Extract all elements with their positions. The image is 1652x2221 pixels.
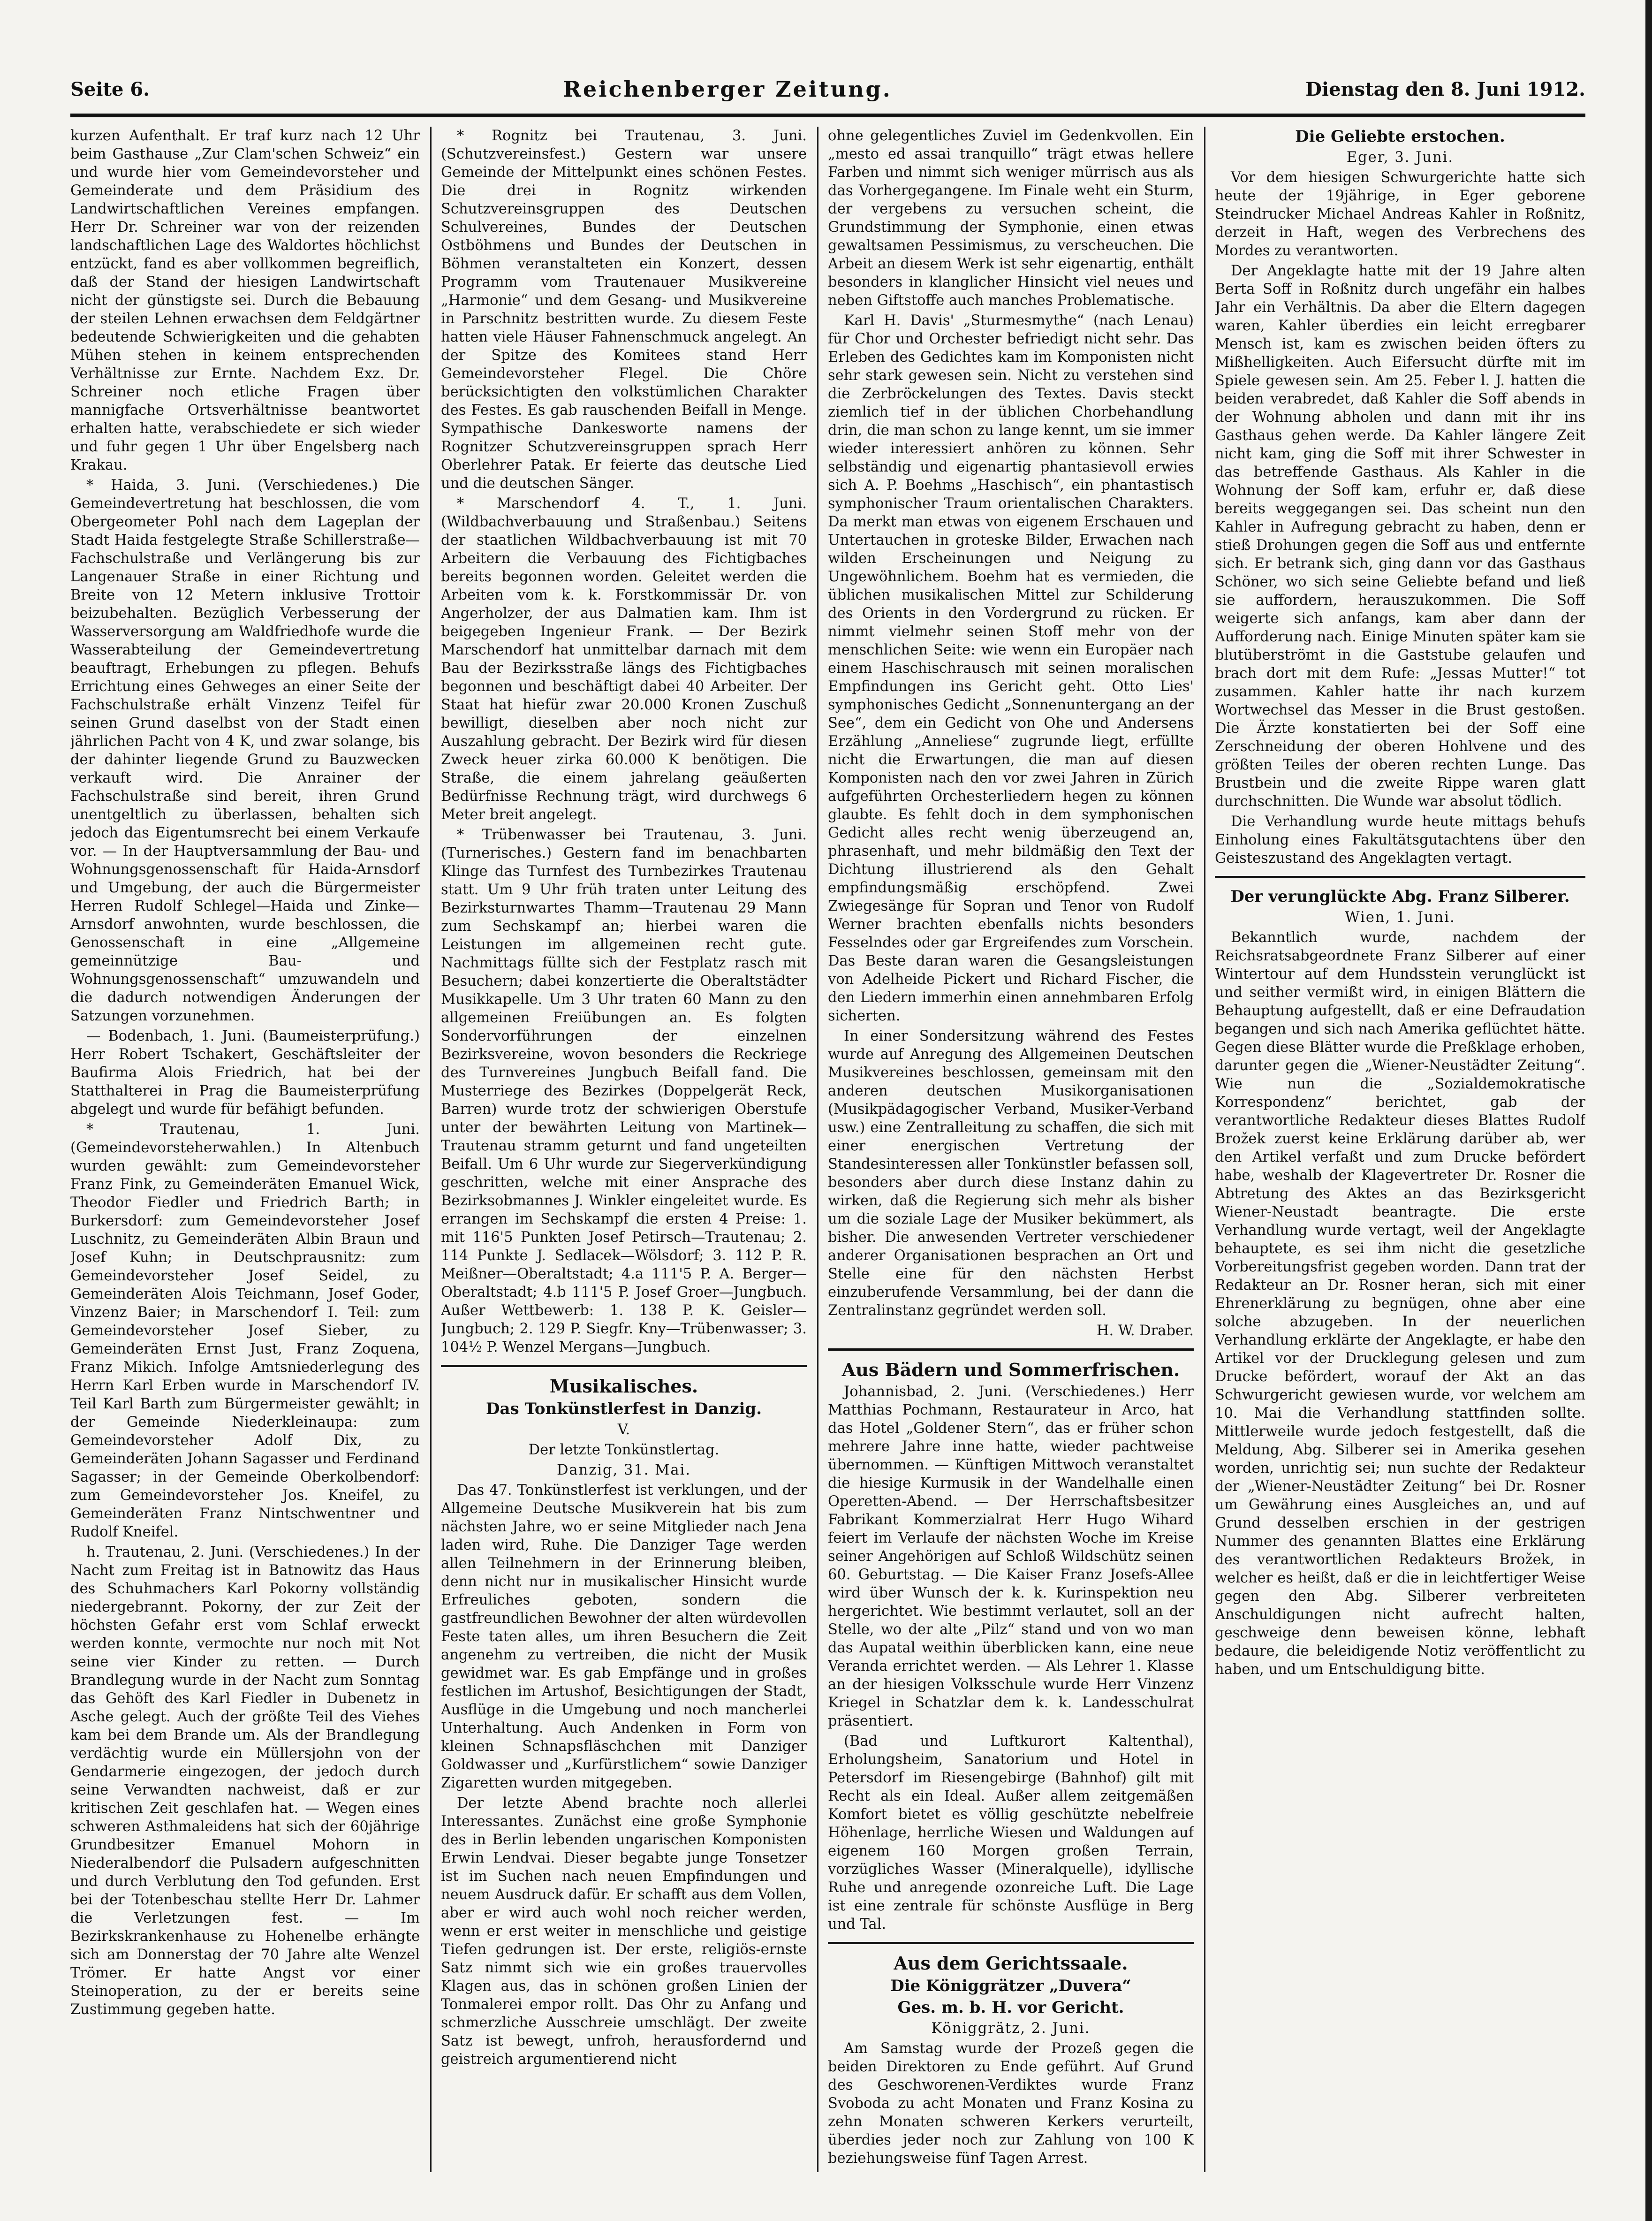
article-paragraph: h. Trautenau, 2. Juni. (Verschiedenes.) In der Nacht zum Freitag ist in Batnowitz das Haus des Schuhmachers Karl Pokorny vollständig niedergebrannt. Pokorny, der zur Zeit der höchsten Gefahr erst vom Schlaf erweckt werden konnte, vermochte nur noch mit Not seine vier Kinder zu retten. — Durch Brandlegung wurde in der Nacht zum Sonntag das Gehöft des Karl Fiedler in Dubenetz in Asche gelegt. Auch der größte Teil des Viehes kam bei dem Brande um. Als der Brandlegung verdächtig wurde ein Müllersjohn von der Gendarmerie eingezogen, der jedoch durch seine Verwandten nachweist, daß er zur kritischen Zeit geschlafen hat. — Wegen eines schweren Asthmaleidens hat sich der 60jährige Grundbesitzer Emanuel Mohorn in Niederalbendorf die Pulsadern aufgeschnitten und durch Verblutung den Tod gefunden. Erst bei der Totenbeschau stellte Herr Dr. Lahmer die Verletzungen fest. — Im Bezirkskrankenhause zu Hohenelbe erhängte sich am Donnerstag der 70 Jahre alte Wenzel Trömer. Er hatte Angst vor einer Steinoperation, zu der er bereits seine Zustimmung gegeben hatte.: [70, 1544, 420, 2018]
dateline: Danzig, 31. Mai.: [556, 1462, 691, 1478]
page-header: [70, 70, 1585, 108]
article-paragraph: * Marschendorf 4. T., 1. Juni. (Wildbachverbauung und Straßenbau.) Seitens der staatlichen Wildbachverbauung ist mit 70 Arbeitern die Verbauung des Fichtigbaches bereits begonnen worden. Geleitet werden die Arbeiten vom k. k. Forstkommissär Dr. von Angerholzer, der aus Dalmatien kam. Ihm ist beigegeben Ingenieur Frank. — Der Bezirk Marschendorf hat unmittelbar darnach mit dem Bau der Bezirksstraße längs des Fichtigbaches begonnen und beschäftigt dabei 40 Arbeiter. Der Staat hat hiefür zwar 20.000 Kronen Zuschuß bewilligt, dieselben aber noch nicht zur Auszahlung gebracht. Der Bezirk wird für diesen Zweck heuer zirka 60.000 K benötigen. Die Straße, die einem jahrelang geäußerten Bedürfnisse Rechnung trägt, wird durchwegs 6 Meter breit angelegt.: [441, 495, 807, 823]
page-edge-shadow: [1645, 0, 1652, 2221]
article-paragraph: Das 47. Tonkünstlerfest ist verklungen, und der Allgemeine Deutsche Musikverein hat bis zum nächsten Jahre, wo er seine Mitglieder nach Jena laden wird, Ruhe. Die Danziger Tage werden allen Teilnehmern in der Erinnerung bleiben, denn nicht nur in musikalischer Hinsicht wurde Erfreuliches geboten, sondern die gastfreundlichen Bewohner der alten würdevollen Feste taten alles, um ihren Besuchern die Zeit angenehm zu vertreiben, die nicht der Musik gewidmet war. Es gab Empfänge und in großes festlichen im Artushof, Besichtigungen der Stadt, Ausflüge in die Umgebung und noch mancherlei Unterhaltung. Auch Andenken in Form von kleinen Schnapsfläschchen mit Danziger Goldwasser und „Kurfürstlichem“ sowie Danziger Zigaretten wurden mitgegeben.: [441, 1482, 807, 1791]
column-2: [441, 127, 807, 2172]
article-paragraph: Die Verhandlung wurde heute mittags behufs Einholung eines Fakultätsgutachtens über den Geisteszustand des Angeklagten vertagt.: [1215, 814, 1585, 867]
section-heading: Aus Bädern und Sommerfrischen.: [841, 1359, 1180, 1380]
section-heading: Musikalisches.: [549, 1376, 698, 1397]
newspaper-page: [70, 70, 1585, 2172]
column-1: [70, 127, 420, 2172]
article-part-number: V.: [617, 1422, 630, 1438]
newspaper-title: Reichenberger Zeitung.: [563, 76, 892, 102]
article-headline: Die Geliebte erstochen.: [1295, 127, 1505, 146]
article-paragraph: Der Angeklagte hatte mit der 19 Jahre alten Berta Soff in Roßnitz durch ungefähr ein halbes Jahr ein Verhältnis. Da aber die Eltern dagegen waren, Kahler überdies ein leicht erregbarer Mensch ist, kam es zwischen beiden öfters zu Mißhelligkeiten. Auch Eifersucht dürfte mit im Spiele gewesen sein. Am 25. Feber l. J. hatten die beiden verabredet, daß Kahler die Soff abends in der Wohnung abholen und dann mit ihr ins Gasthaus gehen werde. Da Kahler längere Zeit nicht kam, ging die Soff mit ihrer Schwester in das betreffende Gasthaus. Als Kahler in die Wohnung der Soff kam, erfuhr er, daß diese bereits weggegangen sei. Das scheint nun den Kahler in Aufregung gebracht zu haben, denn er stieß Drohungen gegen die Soff aus und entfernte sich. Er betrank sich, ging dann vor das Gasthaus Schöner, wo sich seine Geliebte befand und ließ sie auffordern, herauszukommen. Die Soff weigerte sich anfangs, kam aber dann der Aufforderung nach. Einige Minuten später kam sie blutüberströmt in die Gaststube gelaufen und brach dort mit dem Rufe: „Jessas Mutter!“ tot zusammen. Kahler hatte ihr nach kurzem Wortwechsel das Messer in die Brust gestoßen. Die Ärzte konstatierten bei der Soff eine Zerschneidung der oberen Hohlvene und des größten Teiles der oberen rechten Lunge. Das Brustbein und die zweite Rippe waren glatt durchschnitten. Die Wunde war absolut tödlich.: [1215, 263, 1585, 810]
column-divider: [817, 127, 818, 2172]
article-paragraph: Der letzte Abend brachte noch allerlei Interessantes. Zunächst eine große Symphonie des in Berlin lebenden ungarischen Komponisten Erwin Lendvai. Dieser begabte junge Tonsetzer ist im Suchen nach neuen Empfindungen und neuem Ausdruck dafür. Er schafft aus dem Vollen, aber er wird auch wohl noch reicher werden, wenn er erst weiter in menschliche und geistige Tiefen gedrungen ist. Der erste, religiös-ernste Satz nimmt sich wie ein großes trauervolles Klagen aus, das in schönen großen Linien der Tonmalerei empor rollt. Das Ohr zu Anfang und schmerzliche Ausschreie umschlägt. Der zweite Satz ist bewegt, unfroh, herausfordernd und geistreich argumentierend nicht: [441, 1795, 807, 2068]
author-signature: H. W. Draber.: [1096, 1323, 1194, 1339]
column-3: [828, 127, 1194, 2172]
article-paragraph: Bekanntlich wurde, nachdem der Reichsratsabgeordnete Franz Silberer auf einer Wintertour auf dem Hundsstein verunglückt ist und seither vermißt wird, in einigen Blättern die Behauptung aufgestellt, daß er eine Defraudation begangen und sich nach Amerika geflüchtet hätte. Gegen diese Blätter wurde die Preßklage erhoben, darunter gegen die „Wiener-Neustädter Zeitung“. Wie nun die „Sozialdemokratische Korrespondenz“ berichtet, gab der verantwortliche Redakteur dieses Blattes Rudolf Brožek zuerst keine Erklärung darüber ab, wer den Artikel verfaßt und zum Drucke befördert habe, weshalb der Klagevertreter Dr. Rosner die Abtretung des Aktes an das Bezirksgericht Wiener-Neustadt beantragte. Die erste Verhandlung wurde vertagt, weil der Angeklagte behauptete, es sei ihm nicht die gesetzliche Vorbereitungsfrist gegeben worden. Dann trat der Redakteur an Dr. Rosner heran, sich mit einer Ehrenerklärung zu begnügen, ohne aber eine solche abzugeben. In der neuerlichen Verhandlung erklärte der Angeklagte, er habe den Artikel vor der Drucklegung gelesen und zum Drucke befördert, worauf der Akt an das Schwurgericht gewiesen wurde, vor welchem am 10. Mai die Verhandlung stattfinden sollte. Mittlerweile wurde jedoch festgestellt, daß die Meldung, Abg. Silberer sei in Amerika gesehen worden, unrichtig sei; nun suchte der Redakteur der „Wiener-Neustädter Zeitung“ bei Dr. Rosner um Gewährung eines Ausgleiches an, und auf Grund desselben erschien in der gestrigen Nummer des genannten Blattes eine Erklärung des verantwortlichen Redakteurs Brožek, in welcher es heißt, daß er die in leichtfertiger Weise gegen den Abg. Silberer verbreiteten Anschuldigungen nicht aufrecht halten, geschweige denn beweisen könne, lebhaft bedaure, die beleidigende Notiz veröffentlicht zu haben, und um Entschuldigung bitte.: [1215, 929, 1585, 1678]
dateline: Königgrätz, 2. Juni.: [931, 2020, 1091, 2037]
section-heading: Aus dem Gerichtssaale.: [894, 1953, 1128, 1974]
article-paragraph: Vor dem hiesigen Schwurgerichte hatte sich heute der 19jährige, in Eger geborene Steindrucker Michael Andreas Kahler in Roßnitz, derzeit in Haft, wegen des Verbrechens des Mordes zu verantworten.: [1215, 169, 1585, 259]
article-paragraph: Am Samstag wurde der Prozeß gegen die beiden Direktoren zu Ende geführt. Auf Grund des Geschworenen-Verdiktes wurde Franz Svoboda zu acht Monaten und Franz Kosina zu zehn Monaten schweren Kerkers verurteilt, überdies jeder noch zur Zahlung von 100 K beziehungsweise fünf Tagen Arrest.: [828, 2040, 1194, 2167]
section-divider: [828, 1348, 1194, 1351]
article-paragraph: In einer Sondersitzung während des Festes wurde auf Anregung des Allgemeinen Deutschen Musikvereines beschlossen, gemeinsam mit den anderen deutschen Musikorganisationen (Musikpädagogischer Verband, Musiker-Verband usw.) eine Zentralleitung zu schaffen, die sich mit einer energischen Vertretung der Standesinteressen aller Tonkünstler befassen soll, besonders aber durch diese Instanz dahin zu wirken, daß die Regierung sich mehr als bisher um die soziale Lage der Musiker bekümmert, als bisher. Die anwesenden Vertreter verschiedener anderer Organisationen besprachen an Ort und Stelle eine für den nächsten Herbst einzuberufende Versammlung, bei der dann die Zentralinstanz gegründet werden soll.: [828, 1028, 1194, 1319]
dateline: Eger, 3. Juni.: [1346, 149, 1454, 166]
article-paragraph: * Haida, 3. Juni. (Verschiedenes.) Die Gemeindevertretung hat beschlossen, die vom Obergeometer Pohl nach dem Lageplan der Stadt Haida festgelegte Straße Schillerstraße—Fachschulstraße und Verlängerung bis zur Langenauer Straße in einer Richtung und Breite von 12 Metern inklusive Trottoir beizubehalten. Bezüglich Verbesserung der Wasserversorgung am Waldfriedhofe wurde die Wasserabteilung der Gemeindevertretung beauftragt, Erhebungen zu pflegen. Behufs Errichtung eines Gehweges an einer Seite der Fachschulstraße erhält Vinzenz Teifel für seinen Grund daselbst von der Stadt einen jährlichen Pacht von 4 K, und zwar solange, bis der dahinter liegende Grund zu Bauzwecken verkauft wird. Die Anrainer der Fachschulstraße sind bereit, ihren Grund unentgeltlich zu überlassen, behalten sich jedoch das Eigentumsrecht bei einem Verkaufe vor. — In der Hauptversammlung der Bau- und Wohnungsgenossenschaft für Haida-Arnsdorf und Umgebung, der auch die Bürgermeister Herren Rudolf Schlegel—Haida und Zinke—Arnsdorf anwohnten, wurde beschlossen, die Genossenschaft in eine „Allgemeine gemeinnützige Bau- und Wohnungsgenossenschaft“ umzuwandeln und die dadurch notwendigen Änderungen der Satzungen vorzunehmen.: [70, 477, 420, 1024]
article-headline: Die Königgrätzer „Duvera“: [890, 1977, 1131, 1995]
article-subtitle: Der letzte Tonkünstlertag.: [528, 1442, 720, 1458]
header-rule: [70, 114, 1585, 117]
section-divider: [441, 1365, 807, 1367]
column-4: [1215, 127, 1585, 2172]
article-headline-line2: Ges. m. b. H. vor Gericht.: [897, 1998, 1124, 2017]
dateline: Wien, 1. Juni.: [1345, 909, 1455, 926]
article-headline: Der verunglückte Abg. Franz Silberer.: [1230, 887, 1570, 906]
article-paragraph: — Bodenbach, 1. Juni. (Baumeisterprüfung.) Herr Robert Tschakert, Geschäftsleiter der Baufirma Alois Friedrich, hat bei der Statthalterei in Prag die Baumeisterprüfung abgelegt und wurde für befähigt befunden.: [70, 1028, 420, 1118]
article-paragraph: Johannisbad, 2. Juni. (Verschiedenes.) Herr Matthias Pochmann, Restaurateur in Arco, hat das Hotel „Goldener Stern“, das er früher schon mehrere Jahre inne hatte, wieder pachtweise übernommen. — Künftigen Mittwoch veranstaltet die hiesige Kurmusik in der Wandelhalle einen Operetten-Abend. — Der Herrschaftsbesitzer Fabrikant Kommerzialrat Herr Hugo Wihard feiert im Verlaufe der nächsten Woche im Kreise seiner Angehörigen auf Schloß Wildschütz seinen 60. Geburtstag. — Die Kaiser Franz Josefs-Allee wird über Wunsch der k. k. Kurinspektion neu hergerichtet. Wie bestimmt verlautet, soll an der Stelle, wo der alte „Pilz“ stand und von wo man das Aupatal weithin überblicken kann, eine neue Veranda errichtet werden. — Als Lehrer 1. Klasse an der hiesigen Volksschule wurde Herr Vinzenz Kriegel in Schatzlar dem k. k. Landesschulrat präsentiert.: [828, 1384, 1194, 1729]
page-number: Seite 6.: [70, 78, 150, 100]
article-paragraph: kurzen Aufenthalt. Er traf kurz nach 12 Uhr beim Gasthause „Zur Clam'schen Schweiz“ ein und wurde hier vom Gemeindevorsteher und Gemeinderate und dem Präsidium des Landwirtschaftlichen Vereines empfangen. Herr Dr. Schreiner war von der reizenden landschaftlichen Lage des Waldortes höchlichst entzückt, fand es aber vollkommen begreiflich, daß der Stand der hiesigen Landwirtschaft nicht der günstigste sei. Durch die Bebauung der steilen Lehnen erwachsen dem Feldgärtner bedeutende Schwierigkeiten und die gehabten Mühen stehen in keinem entsprechenden Verhältnisse zur Ernte. Nachdem Exz. Dr. Schreiner noch etliche Fragen über mannigfache Ortsverhältnisse beantwortet erhalten hatte, verabschiedete er sich wieder und fuhr gegen 1 Uhr über Engelsberg nach Krakau.: [70, 128, 420, 473]
article-paragraph: ohne gelegentliches Zuviel im Gedenkvollen. Ein „mesto ed assai tranquillo“ trägt etwas hellere Farben und nimmt sich weniger mürrisch aus als das Vorhergegangene. Im Finale weht ein Sturm, der vergebens zu versuchen scheint, die Grundstimmung der Symphonie, einen etwas gewaltsamen Pessimismus, zu verscheuchen. Die Arbeit an diesem Werk ist sehr eigenartig, enthält besonders in klanglicher Hinsicht viel neues und neben Giftstoffe auch manches Problematische.: [828, 128, 1194, 309]
column-divider: [1204, 127, 1205, 2172]
article-headline: Das Tonkünstlerfest in Danzig.: [485, 1400, 762, 1418]
article-paragraph: Karl H. Davis' „Sturmesmythe“ (nach Lenau) für Chor und Orchester befriedigt nicht sehr. Das Erleben des Gedichtes kam im Komponisten nicht sehr stark gewesen sein. Nicht zu verstehen sind die Zerbröckelungen des Textes. Davis steckt ziemlich tief in der üblichen Chorbehandlung drin, die man schon zu lange kennt, um sie immer wieder interessiert anhören zu können. Sehr selbständig und eigenartig phantasievoll erwies sich A. P. Boehms „Haschisch“, ein phantastisch symphonischer Traum orientalischen Charakters. Da merkt man etwas von eigenem Erschauen und Untertauchen in groteske Bilder, Erwachen nach wilden Erscheinungen und Neigung zu Ungewöhnlichem. Boehm hat es vermieden, die üblichen musikalischen Mittel zur Schilderung des Orients in den Vordergrund zu rücken. Er nimmt vielmehr seinen Stoff mehr von der menschlichen Seite: wie wenn ein Europäer nach einem Haschischrausch mit seinen moralischen Empfindungen ins Gericht geht. Otto Lies' symphonisches Gedicht „Sonnenuntergang an der See“, dem ein Gedicht von Ohe und Andersens Erzählung „Anneliese“ zugrunde liegt, erfüllte nicht die Erwartungen, die man auf diesen Komponisten nach den vor zwei Jahren in Zürich aufgeführten Orchesterliedern hegen zu können glaubte. Es fehlt doch in dem symphonischen Gedicht alles recht wenig überzeugend an, phrasenhaft, und mehr bildmäßig den Text der Dichtung illustrierend als den Gehalt empfindungsmäßig erschöpfend. Zwei Zwiegesänge für Sopran und Tenor von Rudolf Werner brachten ebenfalls nichts besonders Fesselndes oder gar Ergreifendes zum Vorschein. Das Beste daran waren die Gesangsleistungen von Adelheide Pickert und Richard Fischer, die den Liedern immerhin einen annehmbaren Erfolg sicherten.: [828, 312, 1194, 1024]
article-paragraph: (Bad und Luftkurort Kaltenthal), Erholungsheim, Sanatorium und Hotel in Petersdorf im Riesengebirge (Bahnhof) gilt mit Recht als ein Ideal. Außer allem zeitgemäßen Komfort bietet es völlig geschützte nebelfreie Höhenlage, herrliche Wiesen und Waldungen auf eigenem 160 Morgen großen Terrain, vorzügliches Wasser (Mineralquelle), idyllische Ruhe und anregende ozonreiche Luft. Die Lage ist eine zentrale für schönste Ausflüge in Berg und Tal.: [828, 1733, 1194, 1932]
article-paragraph: * Rognitz bei Trautenau, 3. Juni. (Schutzvereinsfest.) Gestern war unsere Gemeinde der Mittelpunkt eines schönen Festes. Die drei in Rognitz wirkenden Schutzvereinsgruppen des Deutschen Schulvereines, Bundes der Deutschen Ostböhmens und Bundes der Deutschen in Böhmen veranstalteten ein Konzert, dessen Programm vom Trautenauer Musikvereine „Harmonie“ und dem Gesang- und Musikvereine in Parschnitz bestritten wurde. Zu diesem Feste hatten viele Häuser Fahnenschmuck angelegt. An der Spitze des Komitees stand Herr Gemeindevorsteher Flegel. Die Chöre berücksichtigten den volkstümlichen Charakter des Festes. Es gab rauschenden Beifall in Menge. Sympathische Dankesworte namens der Rognitzer Schutzvereinsgruppen sprach Herr Oberlehrer Patak. Er feierte das deutsche Lied und die deutschen Sänger.: [441, 128, 807, 492]
issue-date: Dienstag den 8. Juni 1912.: [1305, 78, 1585, 100]
article-paragraph: * Trübenwasser bei Trautenau, 3. Juni. (Turnerisches.) Gestern fand im benachbarten Klinge das Turnfest des Turnbezirkes Trautenau statt. Um 9 Uhr früh traten unter Leitung des Bezirksturnwartes Thamm—Trautenau 29 Mann zum Sechskampf an; hierbei waren die Leistungen im allgemeinen recht gute. Nachmittags füllte sich der Festplatz rasch mit Besuchern; dabei konzertierte die Oberaltstädter Musikkapelle. Um 3 Uhr traten 60 Mann zu den allgemeinen Freiübungen an. Es folgten Sondervorführungen der einzelnen Bezirksvereine, wovon besonders die Reckriege des Turnvereines Jungbuch Beifall fand. Die Musterriege des Bezirkes (Doppelgerät Reck, Barren) wurde trotz der schwierigen Oberstufe unter der bewährten Leitung von Martinek—Trautenau stramm geturnt und fand ungeteilten Beifall. Um 6 Uhr wurde zur Siegerverkündigung geschritten, welche mit einer Ansprache des Bezirksobmannes J. Winkler eingeleitet wurde. Es errangen im Sechskampf die ersten 4 Preise: 1. mit 116'5 Punkten Josef Petirsch—Trautenau; 2. 114 Punkte J. Sedlacek—Wölsdorf; 3. 112 P. R. Meißner—Oberaltstadt; 4.a 111'5 P. A. Berger—Oberaltstadt; 4.b 111'5 P. Josef Groer—Jungbuch. Außer Wettbewerb: 1. 138 P. K. Geisler—Jungbuch; 2. 129 P. Siegfr. Kny—Trübenwasser; 3. 104½ P. Wenzel Mergans—Jungbuch.: [441, 827, 807, 1355]
section-divider: [828, 1942, 1194, 1944]
article-paragraph: * Trautenau, 1. Juni. (Gemeindevorsteherwahlen.) In Altenbuch wurden gewählt: zum Gemeindevorsteher Franz Fink, zu Gemeinderäten Emanuel Wick, Theodor Fiedler und Friedrich Barth; in Burkersdorf: zum Gemeindevorsteher Josef Luschnitz, zu Gemeinderäten Albin Braun und Josef Kuhn; in Deutschprausnitz: zum Gemeindevorsteher Josef Seidel, zu Gemeinderäten Alois Teichmann, Josef Goder, Vinzenz Baier; in Marschendorf I. Teil: zum Gemeindevorsteher Josef Sieber, zu Gemeinderäten Ernst Just, Franz Zoquena, Franz Mikich. Infolge Amtsniederlegung des Herrn Karl Erben wurde in Marschendorf IV. Teil Karl Barth zum Bürgermeister gewählt; in der Gemeinde Niederkleinaupa: zum Gemeindevorsteher Adolf Dix, zu Gemeinderäten Johann Sagasser und Ferdinand Sagasser; in der Gemeinde Oberkolbendorf: zum Gemeindevorsteher Jos. Kneifel, zu Gemeinderäten Franz Nintschwentner und Rudolf Kneifel.: [70, 1121, 420, 1540]
section-divider: [1215, 876, 1585, 878]
column-divider: [430, 127, 432, 2172]
